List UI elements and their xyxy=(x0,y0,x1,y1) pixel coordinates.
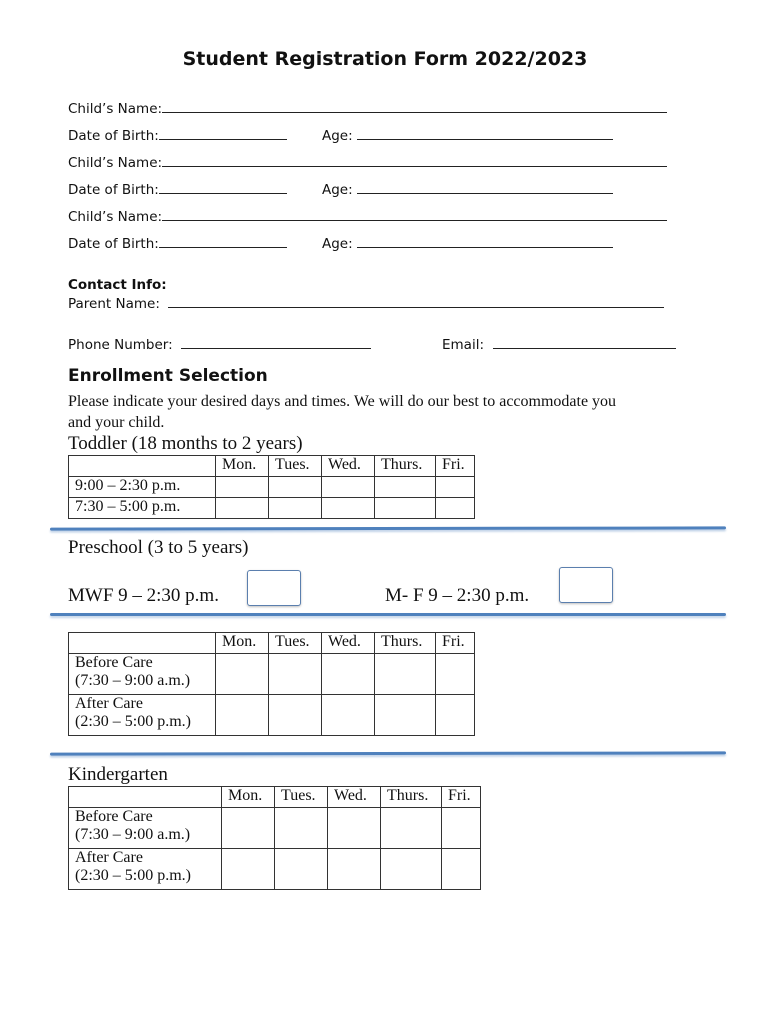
child-name-field[interactable] xyxy=(162,154,667,167)
age-row-2 xyxy=(322,181,613,198)
dob-label: Date of Birth: xyxy=(68,182,159,198)
schedule-cell[interactable] xyxy=(436,654,475,695)
age-field[interactable] xyxy=(357,181,613,194)
care-slot-time: (7:30 – 9:00 a.m.) xyxy=(75,826,191,843)
care-slot-name: Before Care xyxy=(75,808,153,825)
day-header-tues: Tues. xyxy=(275,787,328,808)
schedule-cell[interactable] xyxy=(269,695,322,736)
table-corner-cell xyxy=(69,787,222,808)
care-slot-label xyxy=(69,808,222,849)
schedule-cell[interactable] xyxy=(216,695,269,736)
schedule-cell[interactable] xyxy=(375,654,436,695)
phone-field[interactable] xyxy=(181,336,371,349)
schedule-cell[interactable] xyxy=(375,695,436,736)
care-slot-name: After Care xyxy=(75,695,143,712)
table-row xyxy=(69,695,475,736)
care-slot-label xyxy=(69,849,222,890)
preschool-option-mf-label: M- F 9 – 2:30 p.m. xyxy=(385,585,530,606)
care-slot-name: Before Care xyxy=(75,654,153,671)
age-label: Age: xyxy=(322,128,353,144)
age-row-3 xyxy=(322,235,613,252)
table-row xyxy=(69,477,475,498)
dob-row-3 xyxy=(68,235,287,252)
day-header-mon: Mon. xyxy=(216,633,269,654)
schedule-cell[interactable] xyxy=(375,498,436,519)
dob-row-2 xyxy=(68,181,287,198)
care-slot-time: (2:30 – 5:00 p.m.) xyxy=(75,713,191,730)
schedule-cell[interactable] xyxy=(436,498,475,519)
enrollment-instructions-line-1: Please indicate your desired days and times. We will do our best to accommodate you xyxy=(68,393,617,410)
dob-label: Date of Birth: xyxy=(68,128,159,144)
dob-field[interactable] xyxy=(159,127,287,140)
age-label: Age: xyxy=(322,236,353,252)
day-header-wed: Wed. xyxy=(322,456,375,477)
preschool-mf-checkbox[interactable] xyxy=(559,567,613,603)
child-name-label: Child’s Name: xyxy=(68,155,163,171)
table-header-row xyxy=(69,633,475,654)
care-slot-name: After Care xyxy=(75,849,143,866)
day-header-wed: Wed. xyxy=(322,633,375,654)
day-header-fri: Fri. xyxy=(436,456,475,477)
child-name-field[interactable] xyxy=(162,100,667,113)
email-field[interactable] xyxy=(493,336,676,349)
time-slot-label: 7:30 – 5:00 p.m. xyxy=(69,498,216,519)
schedule-cell[interactable] xyxy=(381,849,442,890)
table-header-row xyxy=(69,787,481,808)
schedule-cell[interactable] xyxy=(328,808,381,849)
schedule-cell[interactable] xyxy=(275,808,328,849)
care-slot-label xyxy=(69,654,216,695)
child-name-field[interactable] xyxy=(162,208,667,221)
care-slot-time: (2:30 – 5:00 p.m.) xyxy=(75,867,191,884)
parent-name-label: Parent Name: xyxy=(68,296,160,312)
schedule-cell[interactable] xyxy=(375,477,436,498)
schedule-cell[interactable] xyxy=(322,498,375,519)
day-header-tues: Tues. xyxy=(269,633,322,654)
toddler-schedule-table xyxy=(68,455,475,519)
table-row xyxy=(69,808,481,849)
schedule-cell[interactable] xyxy=(436,477,475,498)
table-row xyxy=(69,498,475,519)
enrollment-instructions-line-2: and your child. xyxy=(68,414,165,431)
day-header-wed: Wed. xyxy=(328,787,381,808)
table-header-row xyxy=(69,456,475,477)
day-header-fri: Fri. xyxy=(436,633,475,654)
day-header-thurs: Thurs. xyxy=(375,633,436,654)
kindergarten-heading: Kindergarten xyxy=(68,764,168,785)
age-label: Age: xyxy=(322,182,353,198)
section-divider xyxy=(50,751,726,755)
child-name-row-3 xyxy=(68,208,667,225)
section-divider xyxy=(50,526,726,530)
child-name-row-1 xyxy=(68,100,667,117)
child-name-label: Child’s Name: xyxy=(68,101,163,117)
day-header-fri: Fri. xyxy=(442,787,481,808)
contact-heading: Contact Info: xyxy=(68,277,167,293)
child-name-label: Child’s Name: xyxy=(68,209,163,225)
phone-label: Phone Number: xyxy=(68,337,173,353)
time-slot-label: 9:00 – 2:30 p.m. xyxy=(69,477,216,498)
table-corner-cell xyxy=(69,456,216,477)
section-divider xyxy=(50,613,726,616)
schedule-cell[interactable] xyxy=(275,849,328,890)
schedule-cell[interactable] xyxy=(381,808,442,849)
dob-field[interactable] xyxy=(159,181,287,194)
schedule-cell[interactable] xyxy=(222,849,275,890)
schedule-cell[interactable] xyxy=(328,849,381,890)
email-row xyxy=(442,336,676,353)
schedule-cell[interactable] xyxy=(216,477,269,498)
age-field[interactable] xyxy=(357,235,613,248)
age-row-1 xyxy=(322,127,613,144)
dob-label: Date of Birth: xyxy=(68,236,159,252)
schedule-cell[interactable] xyxy=(442,808,481,849)
care-slot-time: (7:30 – 9:00 a.m.) xyxy=(75,672,191,689)
kindergarten-care-table xyxy=(68,786,481,890)
schedule-cell[interactable] xyxy=(322,695,375,736)
form-title: Student Registration Form 2022/2023 xyxy=(182,48,588,70)
schedule-cell[interactable] xyxy=(269,654,322,695)
preschool-option-mwf-label: MWF 9 – 2:30 p.m. xyxy=(68,585,219,606)
schedule-cell[interactable] xyxy=(442,849,481,890)
day-header-mon: Mon. xyxy=(222,787,275,808)
day-header-mon: Mon. xyxy=(216,456,269,477)
day-header-thurs: Thurs. xyxy=(381,787,442,808)
preschool-mwf-checkbox[interactable] xyxy=(247,570,301,606)
day-header-thurs: Thurs. xyxy=(375,456,436,477)
schedule-cell[interactable] xyxy=(269,498,322,519)
parent-name-field[interactable] xyxy=(168,295,664,308)
preschool-care-table xyxy=(68,632,475,736)
schedule-cell[interactable] xyxy=(269,477,322,498)
schedule-cell[interactable] xyxy=(322,654,375,695)
phone-row xyxy=(68,336,371,353)
table-row xyxy=(69,849,481,890)
care-slot-label xyxy=(69,695,216,736)
dob-field[interactable] xyxy=(159,235,287,248)
enrollment-heading: Enrollment Selection xyxy=(68,366,268,386)
age-field[interactable] xyxy=(357,127,613,140)
schedule-cell[interactable] xyxy=(216,654,269,695)
table-row xyxy=(69,654,475,695)
child-name-row-2 xyxy=(68,154,667,171)
email-label: Email: xyxy=(442,337,485,353)
day-header-tues: Tues. xyxy=(269,456,322,477)
table-corner-cell xyxy=(69,633,216,654)
dob-row-1 xyxy=(68,127,287,144)
parent-name-row xyxy=(68,295,664,312)
toddler-heading: Toddler (18 months to 2 years) xyxy=(68,433,303,454)
schedule-cell[interactable] xyxy=(436,695,475,736)
schedule-cell[interactable] xyxy=(222,808,275,849)
preschool-heading: Preschool (3 to 5 years) xyxy=(68,537,249,558)
schedule-cell[interactable] xyxy=(322,477,375,498)
schedule-cell[interactable] xyxy=(216,498,269,519)
